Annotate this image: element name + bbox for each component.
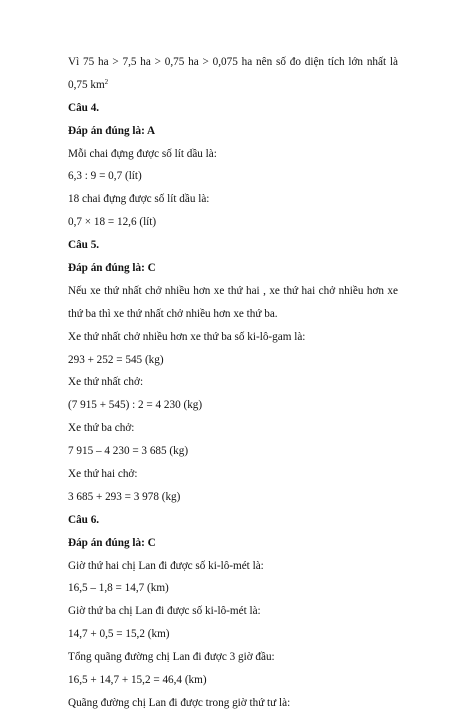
- answer-heading: [68, 532, 398, 555]
- line-text: Nếu xe thứ nhất chở nhiều hơn xe thứ hai , xe thứ hai chở nhiều hơn xe: [68, 284, 398, 297]
- line-text: Xe thứ ba chở:: [68, 422, 135, 435]
- text-line: [68, 692, 398, 715]
- line-text: 0,7 × 18 = 12,6 (lít): [68, 216, 157, 229]
- line-text: thứ ba thì xe thứ nhất chở nhiều hơn xe thứ ba.: [68, 307, 278, 320]
- text-line: [68, 211, 398, 234]
- text-line: [68, 280, 398, 303]
- text-line: [68, 394, 398, 417]
- line-text: Vì 75 ha > 7,5 ha > 0,75 ha > 0,075 ha nên số đo diện tích lớn nhất là: [68, 56, 398, 68]
- answer-heading: [68, 120, 398, 143]
- line-text: Quãng đường chị Lan đi được trong giờ thứ tư là:: [68, 696, 291, 709]
- line-text: Xe thứ nhất chở nhiều hơn xe thứ ba số ki-lô-gam là:: [68, 330, 306, 343]
- text-line: [68, 486, 398, 509]
- text-line: [68, 371, 398, 394]
- line-text: 16,5 – 1,8 = 14,7 (km): [68, 582, 169, 595]
- text-line: [68, 463, 398, 486]
- line-text: 18 chai đựng được số lít dầu là:: [68, 193, 210, 206]
- text-line: [68, 188, 398, 211]
- line-text: Giờ thứ ba chị Lan đi được số ki-lô-mét là:: [68, 605, 261, 618]
- text-line: [68, 326, 398, 349]
- line-text: Tổng quãng đường chị Lan đi được 3 giờ đầu:: [68, 651, 275, 664]
- line-text: 0,75 km: [68, 78, 105, 91]
- text-line: [68, 646, 398, 669]
- line-text: 293 + 252 = 545 (kg): [68, 353, 164, 366]
- line-text: 7 915 – 4 230 = 3 685 (kg): [68, 445, 189, 458]
- text-line: [68, 600, 398, 623]
- line-text: 6,3 : 9 = 0,7 (lít): [68, 170, 142, 183]
- line-text: Xe thứ nhất chở:: [68, 376, 144, 389]
- text-line: [68, 165, 398, 188]
- document-page: [68, 51, 398, 715]
- question-heading: [68, 234, 398, 257]
- text-line: [68, 74, 398, 97]
- text-line: [68, 577, 398, 600]
- text-line: [68, 417, 398, 440]
- line-text: Giờ thứ hai chị Lan đi được số ki-lô-mét là:: [68, 559, 264, 572]
- question-heading: [68, 509, 398, 532]
- text-line: [68, 349, 398, 372]
- text-line: [68, 51, 398, 74]
- line-text: Xe thứ hai chở:: [68, 468, 138, 481]
- line-text: Đáp án đúng là: A: [68, 124, 156, 137]
- line-text: Câu 5.: [68, 239, 100, 252]
- answer-heading: [68, 257, 398, 280]
- text-line: [68, 555, 398, 578]
- line-text: 16,5 + 14,7 + 15,2 = 46,4 (km): [68, 674, 207, 687]
- text-line: [68, 623, 398, 646]
- line-text: Đáp án đúng là: C: [68, 536, 156, 549]
- text-line: [68, 440, 398, 463]
- text-line: [68, 303, 398, 326]
- question-heading: [68, 97, 398, 120]
- line-text: Mỗi chai đựng được số lít dầu là:: [68, 147, 217, 160]
- superscript: 2: [104, 77, 109, 86]
- line-text: Câu 6.: [68, 513, 100, 526]
- line-text: 3 685 + 293 = 3 978 (kg): [68, 490, 181, 503]
- text-line: [68, 143, 398, 166]
- text-line: [68, 669, 398, 692]
- line-text: Đáp án đúng là: C: [68, 262, 156, 275]
- line-text: (7 915 + 545) : 2 = 4 230 (kg): [68, 399, 203, 412]
- line-text: Câu 4.: [68, 101, 100, 114]
- line-text: 14,7 + 0,5 = 15,2 (km): [68, 628, 170, 641]
